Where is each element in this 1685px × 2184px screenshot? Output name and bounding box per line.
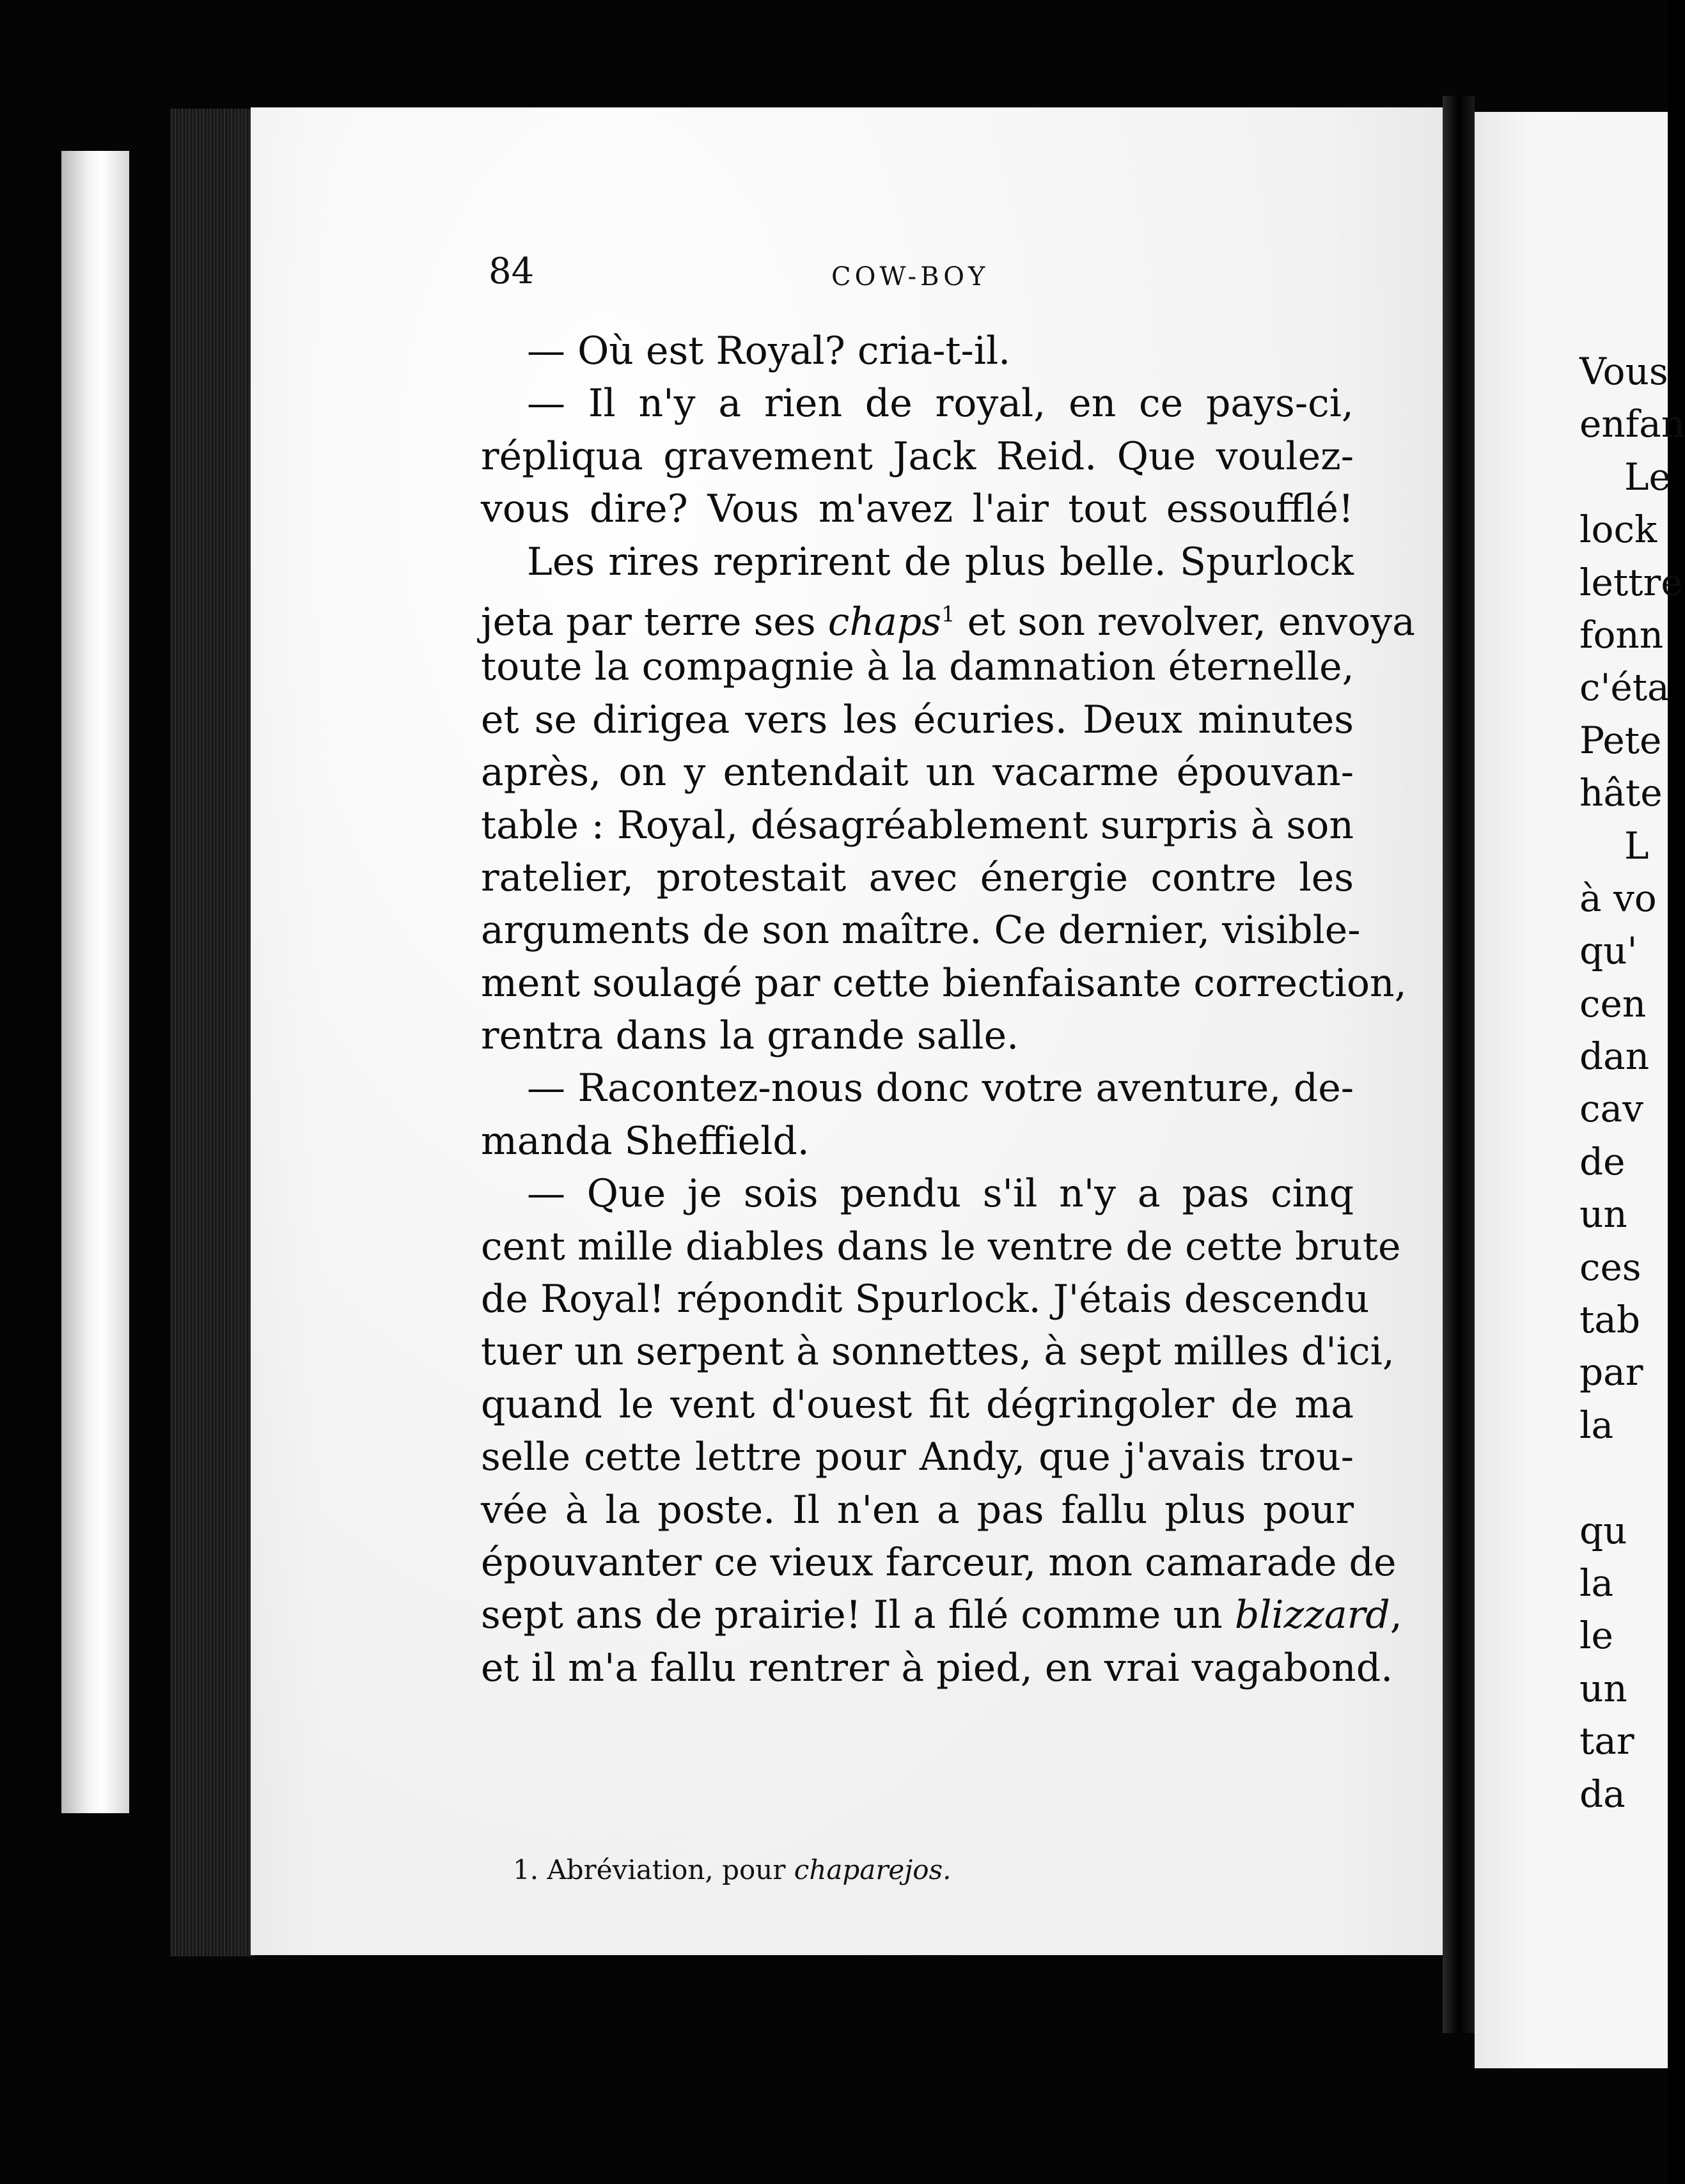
text-line: — Racontez-nous donc votre aventure, de- — [527, 1066, 1354, 1111]
facing-text-line: Le — [1624, 455, 1671, 499]
text-line: — Il n'y a rien de royal, en ce pays-ci, — [527, 381, 1354, 426]
facing-text-line: tab — [1579, 1298, 1641, 1342]
text-line: Les rires reprirent de plus belle. Spurlock — [527, 539, 1354, 584]
text-line: répliqua gravement Jack Reid. Que voulez- — [481, 433, 1354, 479]
text-line: jeta par terre ses chaps$^1$ et son revolver, envoya — [481, 599, 1415, 644]
facing-text-line: Vous — [1579, 350, 1668, 393]
text-line: et il m'a fallu rentrer à pied, en vrai vagabond. — [481, 1645, 1393, 1690]
page-edges — [170, 109, 255, 1956]
facing-page-text — [1579, 345, 1685, 1820]
facing-text-line: la — [1579, 1403, 1614, 1447]
text-line: table : Royal, désagréablement surpris à son — [481, 802, 1354, 848]
footnote-text: Abréviation, pour — [547, 1854, 786, 1885]
facing-text-line: un — [1579, 1666, 1627, 1710]
facing-text-line: cen — [1579, 981, 1647, 1026]
text-line: de Royal! répondit Spurlock. J'étais descendu — [481, 1277, 1370, 1322]
text-line: quand le vent d'ouest fit dégringoler de ma — [481, 1382, 1354, 1427]
facing-text-line — [1579, 1451, 1668, 1504]
book-binding — [61, 151, 129, 1813]
text-line: tuer un serpent à sonnettes, à sept milles d'ici, — [481, 1329, 1395, 1375]
body-text — [481, 325, 1415, 1694]
text-line: et se dirigea vers les écuries. Deux minutes — [481, 697, 1354, 742]
text-line: arguments de son maître. Ce dernier, visible- — [481, 908, 1361, 953]
footnote-italic-word: chaparejos. — [794, 1854, 952, 1885]
book-gutter — [1443, 96, 1475, 2033]
facing-text-line: lettre — [1579, 560, 1683, 604]
facing-text-line: un — [1579, 1192, 1627, 1236]
text-line: — Que je sois pendu s'il n'y a pas cinq — [527, 1171, 1354, 1217]
facing-text-line: la — [1579, 1561, 1614, 1605]
text-line: sept ans de prairie! Il a filé comme un blizzard — [481, 1593, 1390, 1638]
facing-text-line: L — [1624, 823, 1649, 868]
facing-text-line: ces — [1579, 1245, 1642, 1289]
facing-text-line: lock — [1579, 508, 1658, 552]
text-line: ment soulagé par cette bienfaisante correction, — [481, 960, 1407, 1006]
facing-text-line: c'éta — [1579, 666, 1670, 710]
text-line: — Où est Royal? cria-t-il. — [527, 329, 1011, 373]
text-line: cent mille diables dans le ventre de cette brute — [481, 1224, 1401, 1269]
facing-text-line: da — [1579, 1772, 1626, 1816]
facing-text-line: tar — [1579, 1719, 1634, 1763]
facing-text-line: dan — [1579, 1034, 1650, 1079]
facing-text-line: hâte — [1579, 771, 1663, 815]
text-line: vée à la poste. Il n'en a pas fallu plus pour — [481, 1487, 1354, 1533]
text-line: vous dire? Vous m'avez l'air tout essoufflé! — [481, 487, 1354, 532]
footnote-marker: 1. — [513, 1854, 539, 1885]
facing-text-line: par — [1579, 1350, 1643, 1394]
text-line: après, on y entendait un vacarme épouvan- — [481, 750, 1354, 795]
facing-text-line: fonn — [1579, 612, 1664, 657]
facing-text-line: qu — [1579, 1508, 1627, 1552]
facing-text-line: à vo — [1579, 876, 1657, 920]
text-line: rentra dans la grande salle. — [481, 1013, 1019, 1059]
facing-text-line: qu' — [1579, 929, 1638, 973]
text-line: manda Sheffield. — [481, 1118, 810, 1164]
text-line: épouvanter ce vieux farceur, mon camarade de — [481, 1540, 1397, 1585]
facing-text-line: le — [1579, 1614, 1613, 1658]
text-line: ratelier, protestait avec énergie contre les — [481, 855, 1354, 900]
running-title: COW-BOY — [831, 262, 989, 292]
facing-text-line: de — [1579, 1139, 1626, 1183]
page-number: 84 — [489, 251, 535, 292]
facing-text-line: enfan — [1579, 402, 1685, 446]
facing-text-line: cav — [1579, 1087, 1643, 1131]
facing-text-line: Pete — [1579, 718, 1662, 762]
footnote — [513, 1854, 951, 1885]
text-line: selle cette lettre pour Andy, que j'avais trou- — [481, 1435, 1354, 1480]
text-line: toute la compagnie à la damnation éternelle, — [481, 644, 1354, 690]
